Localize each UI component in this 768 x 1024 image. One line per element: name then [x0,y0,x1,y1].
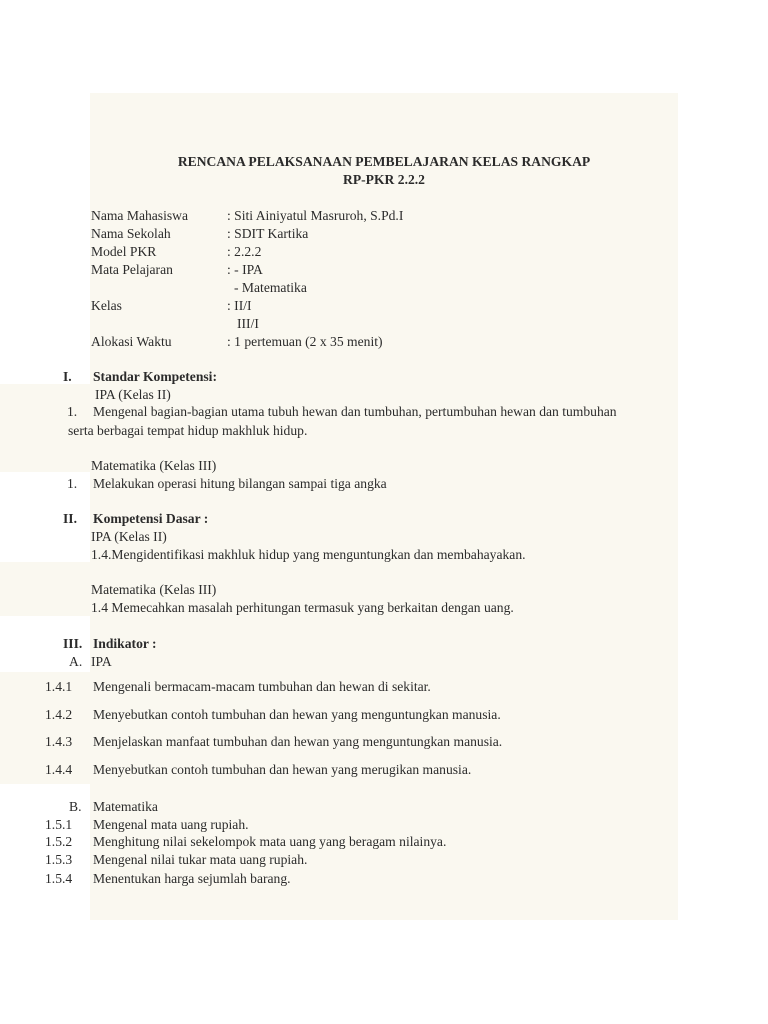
info-value-nama-mahasiswa: : Siti Ainiyatul Masruroh, S.Pd.I [227,208,404,223]
info-label-mata-pelajaran: Mata Pelajaran [91,262,173,277]
section1-mat-item-number: 1. [67,476,78,491]
document-title: RENCANA PELAKSANAAN PEMBELAJARAN KELAS RANGKAP [177,154,591,169]
indicator-number: 1.5.3 [45,852,73,867]
section2-mat-item: 1.4 Memecahkan masalah perhitungan termasuk yang berkaitan dengan uang. [91,600,514,615]
info-value-kelas-2: III/I [237,316,259,331]
indicator-text: Menyebutkan contoh tumbuhan dan hewan yang menguntungkan manusia. [93,707,501,722]
indicator-number: 1.4.4 [45,762,73,777]
info-value-mata-pelajaran: : - IPA [227,262,263,277]
section2-ipa-item: 1.4.Mengidentifikasi makhluk hidup yang menguntungkan dan membahayakan. [91,547,526,562]
section3-a-label: IPA [91,654,112,669]
indicator-text: Menjelaskan manfaat tumbuhan dan hewan yang menguntungkan manusia. [93,734,503,749]
info-label-kelas: Kelas [91,298,122,313]
indicator-text: Menyebutkan contoh tumbuhan dan hewan yang merugikan manusia. [93,762,472,777]
section1-ipa-label: IPA (Kelas II) [95,387,171,402]
section2-heading: Kompetensi Dasar : [93,511,209,526]
section3-number: III. [63,636,83,651]
indicator-text: Mengenal mata uang rupiah. [93,817,249,832]
indicator-number: 1.5.4 [45,871,73,886]
section2-ipa-label: IPA (Kelas II) [91,529,167,544]
indicator-text: Mengenali bermacam-macam tumbuhan dan hewan di sekitar. [93,679,431,694]
info-label-nama-mahasiswa: Nama Mahasiswa [91,208,189,223]
indicator-number: 1.4.2 [45,707,73,722]
info-value-alokasi-waktu: : 1 pertemuan (2 x 35 menit) [227,334,383,349]
section1-mat-item: Melakukan operasi hitung bilangan sampai tiga angka [93,476,387,491]
background-band [0,562,90,616]
section1-mat-label: Matematika (Kelas III) [91,458,217,473]
section2-number: II. [63,511,77,526]
indicator-text: Menentukan harga sejumlah barang. [93,871,291,886]
section3-b-label: Matematika [93,799,158,814]
indicator-text: Menghitung nilai sekelompok mata uang yang beragam nilainya. [93,834,447,849]
section3-a-letter: A. [69,654,83,669]
section1-ipa-item-number: 1. [67,404,78,419]
info-value-model-pkr: : 2.2.2 [227,244,262,259]
info-value-nama-sekolah: : SDIT Kartika [227,226,309,241]
section1-heading: Standar Kompetensi: [93,369,217,384]
indicator-text: Mengenal nilai tukar mata uang rupiah. [93,852,308,867]
section3-heading: Indikator : [93,636,157,651]
info-label-model-pkr: Model PKR [91,244,157,259]
indicator-number: 1.5.1 [45,817,73,832]
info-value-kelas: : II/I [227,298,252,313]
indicator-number: 1.4.3 [45,734,73,749]
document-code: RP-PKR 2.2.2 [343,172,425,187]
indicator-number: 1.4.1 [45,679,73,694]
section2-mat-label: Matematika (Kelas III) [91,582,217,597]
section1-ipa-item-line1: Mengenal bagian-bagian utama tubuh hewan dan tumbuhan, pertumbuhan hewan dan tumbuhan [93,404,617,419]
info-label-alokasi-waktu: Alokasi Waktu [91,334,172,349]
section1-ipa-item-line2: serta berbagai tempat hidup makhluk hidup. [68,423,308,438]
section1-number: I. [63,369,72,384]
indicator-number: 1.5.2 [45,834,73,849]
info-label-nama-sekolah: Nama Sekolah [91,226,171,241]
info-value-mata-pelajaran-2: - Matematika [234,280,307,295]
section3-b-letter: B. [69,799,82,814]
